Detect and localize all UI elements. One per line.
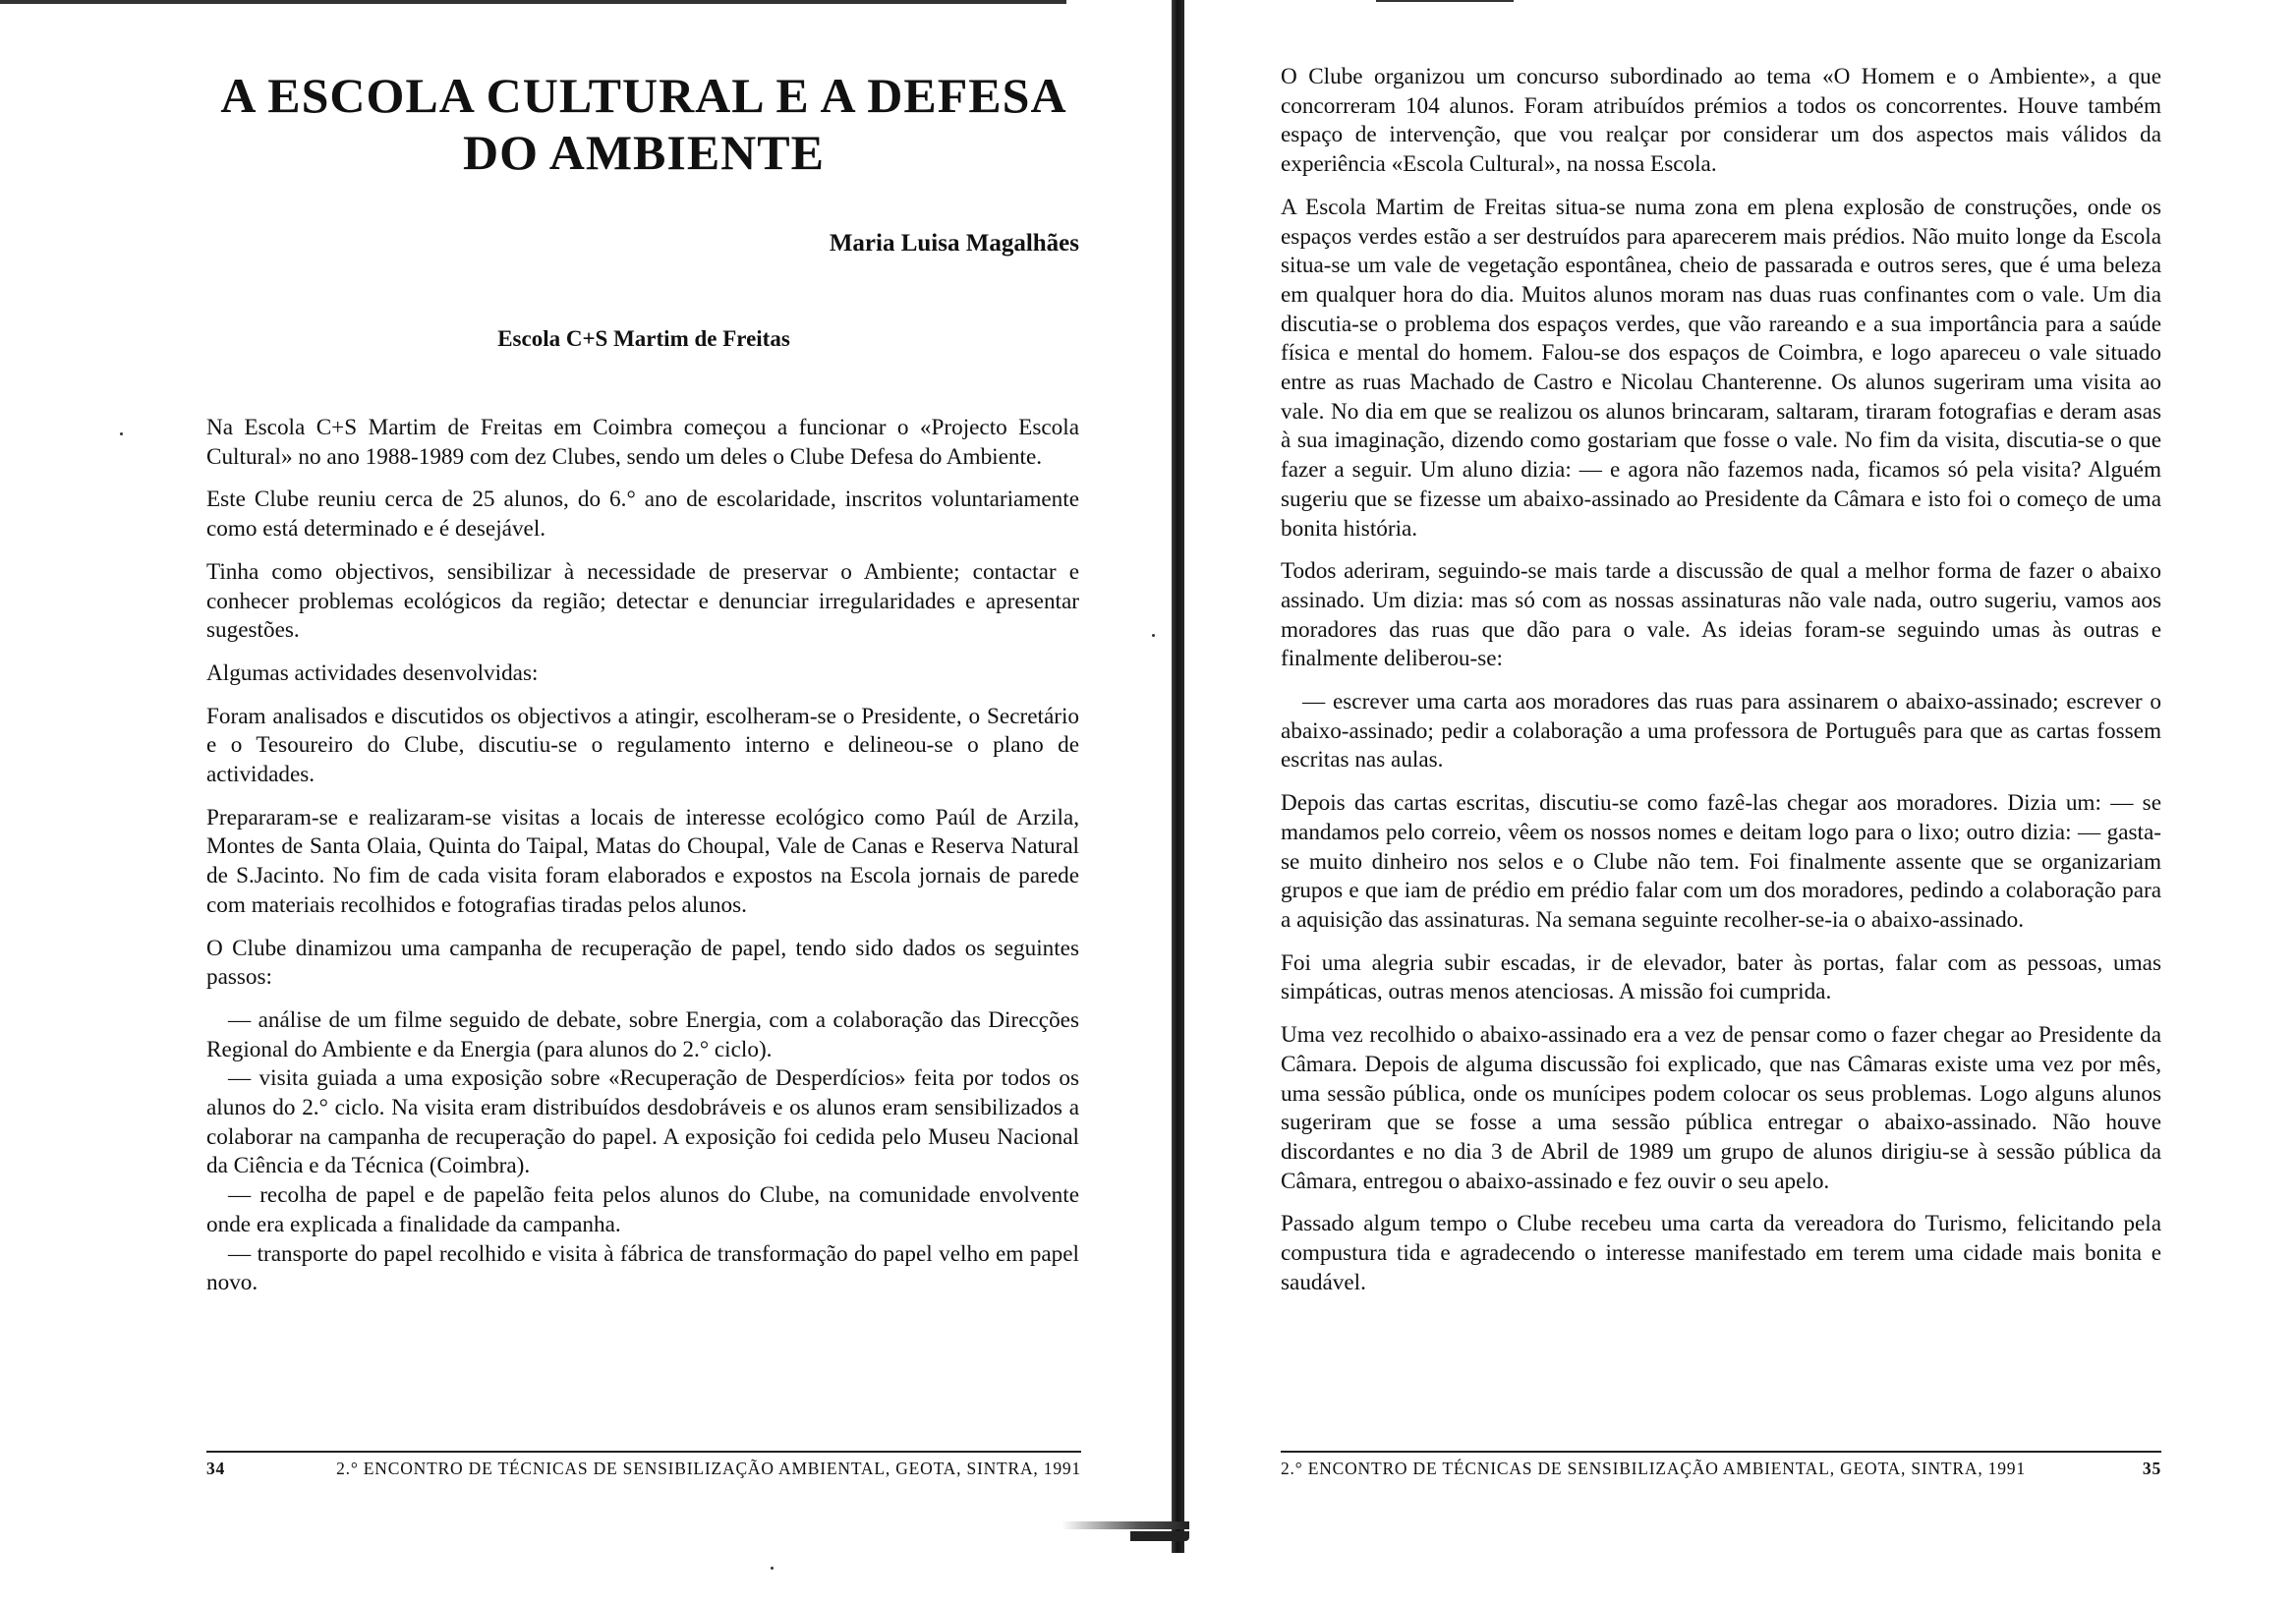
paragraph: O Clube organizou um concurso subordinado ao tema «O Homem e o Ambiente», a que concorreram 104 alunos. Foram atribuídos prémios a todos os concorrentes. Houve também espaço de intervenção, que vou realçar por considerar um dos aspectos mais válidos da experiência «Escola Cultural», na nossa Escola. bbox=[1281, 64, 2161, 178]
page-footer bbox=[206, 1459, 1081, 1479]
paragraph: Algumas actividades desenvolvidas: bbox=[206, 659, 539, 686]
school-name: Escola C+S Martim de Freitas bbox=[497, 326, 790, 351]
footer-text: 2.° ENCONTRO DE TÉCNICAS DE SENSIBILIZAÇÃO AMBIENTAL, GEOTA, SINTRA, 1991 bbox=[1281, 1459, 2026, 1478]
left-body-text bbox=[206, 414, 1079, 1298]
footer-rule bbox=[206, 1451, 1081, 1453]
paragraph: Foi uma alegria subir escadas, ir de elevador, bater às portas, falar com as pessoas, umas simpáticas, outras menos atenciosas. A missão foi cumprida. bbox=[1281, 949, 2161, 1005]
paragraph: Passado algum tempo o Clube recebeu uma carta da vereadora do Turismo, felicitando pela compustura tida e agradecendo o interesse manifestado em terem uma cidade mais bonita e saudável. bbox=[1281, 1211, 2161, 1295]
title-line-2: DO AMBIENTE bbox=[462, 125, 825, 180]
spine-shadow bbox=[1062, 1521, 1189, 1529]
footer-text: 2.° ENCONTRO DE TÉCNICAS DE SENSIBILIZAÇÃO AMBIENTAL, GEOTA, SINTRA, 1991 bbox=[336, 1459, 1081, 1478]
paragraph: Este Clube reuniu cerca de 25 alunos, do 6.° ano de escolaridade, inscritos voluntariamente como está determinado e é desejável. bbox=[206, 487, 1079, 543]
list-item: — análise de um filme seguido de debate, sobre Energia, com a colaboração das Direcções Regional do Ambiente e da Energia (para alunos do 2.° ciclo). bbox=[206, 1006, 1079, 1062]
paragraph: Todos aderiram, seguindo-se mais tarde a discussão de qual a melhor forma de fazer o abaixo assinado. Um dizia: mas só com as nossas assinaturas não vale nada, outro sugeriu, vamos aos moradores das ruas que dão para o vale. As ideias foram-se seguindo umas às outras e finalmente deliberou-se: bbox=[1281, 558, 2161, 672]
page-number: 34 bbox=[206, 1459, 226, 1478]
paragraph: Tinha como objectivos, sensibilizar à necessidade de preservar o Ambiente; contactar e conhecer problemas ecológicos da região; detectar e denunciar irregularidades e apresentar sugestões. bbox=[206, 558, 1079, 644]
scan-speck bbox=[120, 432, 123, 435]
page-number: 35 bbox=[2142, 1459, 2161, 1478]
article-title bbox=[206, 67, 1081, 181]
scan-speck bbox=[1152, 634, 1155, 637]
right-body-text bbox=[1281, 63, 2161, 1311]
spine-corner bbox=[1130, 1531, 1189, 1541]
title-line-1: A ESCOLA CULTURAL E A DEFESA bbox=[220, 68, 1067, 123]
paragraph: Foram analisados e discutidos os objectivos a atingir, escolheram-se o Presidente, o Secretário e o Tesoureiro do Clube, discutiu-se o regulamento interno e delineou-se o plano de actividades. bbox=[206, 703, 1079, 788]
book-spine bbox=[1172, 0, 1184, 1553]
list-item: — visita guiada a uma exposição sobre «Recuperação de Desperdícios» feita por todos os alunos do 2.° ciclo. Na visita eram distribuídos desdobráveis e os alunos eram sensibilizados a colaborar na campanha de recuperação do papel. A exposição foi cedida pelo Museu Nacional da Ciência e da Técnica (Coimbra). bbox=[206, 1065, 1079, 1179]
paragraph: — escrever uma carta aos moradores das ruas para assinarem o abaixo-assinado; escrever o abaixo-assinado; pedir a colaboração a uma professora de Português para que as cartas fossem escritas nas aulas. bbox=[1281, 689, 2161, 773]
paragraph: Uma vez recolhido o abaixo-assinado era a vez de pensar como o fazer chegar ao Presidente da Câmara. Depois de alguma discussão foi explicado, que nas Câmaras existe uma vez por mês, uma sessão pública, onde os munícipes podem colocar os seus problemas. Logo alguns alunos sugeriram que se fosse a uma sessão pública entregar o abaixo-assinado. Não houve discordantes e no dia 3 de Abril de 1989 um grupo de alunos dirigiu-se à sessão pública da Câmara, entregou o abaixo-assinado e fez ouvir o seu apelo. bbox=[1281, 1022, 2161, 1194]
paragraph: Prepararam-se e realizaram-se visitas a locais de interesse ecológico como Paúl de Arzila, Montes de Santa Olaia, Quinta do Taipal, Matas do Choupal, Vale de Canas e Reserva Natural de S.Jacinto. No fim de cada visita foram elaborados e expostos na Escola jornais de parede com materiais recolhidos e fotografias tiradas pelos alunos. bbox=[206, 804, 1079, 918]
list-item: — recolha de papel e de papelão feita pelos alunos do Clube, na comunidade envolvente onde era explicada a finalidade da campanha. bbox=[206, 1182, 1079, 1237]
paragraph: Na Escola C+S Martim de Freitas em Coimbra começou a funcionar o «Projecto Escola Cultural» no ano 1988-1989 com dez Clubes, sendo um deles o Clube Defesa do Ambiente. bbox=[206, 415, 1079, 470]
paragraph: Depois das cartas escritas, discutiu-se como fazê-las chegar aos moradores. Dizia um: — se mandamos pelo correio, vêem os nossos nomes e deitam logo para o lixo; outro dizia: — gasta-se muito dinheiro nos selos e o Clube não tem. Foi finalmente assente que se organizariam grupos e que iam de prédio em prédio falar com um dos moradores, pedindo a colaboração para a aquisição das assinaturas. Na semana seguinte recolher-se-ia o abaixo-assinado. bbox=[1281, 790, 2161, 933]
list-item: — transporte do papel recolhido e visita à fábrica de transformação do papel velho em papel novo. bbox=[206, 1240, 1079, 1296]
page-footer bbox=[1281, 1459, 2161, 1479]
paragraph: A Escola Martim de Freitas situa-se numa zona em plena explosão de construções, onde os espaços verdes estão a ser destruídos para aparecerem mais prédios. Não muito longe da Escola situa-se um vale de vegetação espontânea, cheio de passarada e outros seres, que é uma beleza em qualquer hora do dia. Muitos alunos moram nas duas ruas confinantes com o vale. Um dia discutia-se o problema dos espaços verdes, que vão rareando e a sua importância para a saúde física e mental do homem. Falou-se dos espaços de Coimbra, e logo apareceu o vale situado entre as ruas Machado de Castro e Nicolau Chanterenne. Os alunos sugeriram uma visita ao vale. No dia em que se realizou os alunos brincaram, saltaram, tiraram fotografias e deram asas à sua imaginação, dizendo como gostariam que fosse o vale. No fim da visita, discutia-se o que fazer a seguir. Um aluno dizia: — e agora não fazemos nada, ficamos só pela visita? Alguém sugeriu que se fizesse um abaixo-assinado ao Presidente da Câmara e isto foi o começo de uma bonita história. bbox=[1281, 194, 2161, 542]
author-name: Maria Luisa Magalhães bbox=[829, 230, 1079, 257]
footer-rule bbox=[1281, 1451, 2161, 1453]
paragraph: O Clube dinamizou uma campanha de recuperação de papel, tendo sido dados os seguintes passos: bbox=[206, 935, 1079, 991]
scan-edge-top-left bbox=[0, 0, 1066, 4]
scan-speck bbox=[771, 1567, 774, 1570]
scan-edge-top-right bbox=[1376, 0, 1514, 2]
